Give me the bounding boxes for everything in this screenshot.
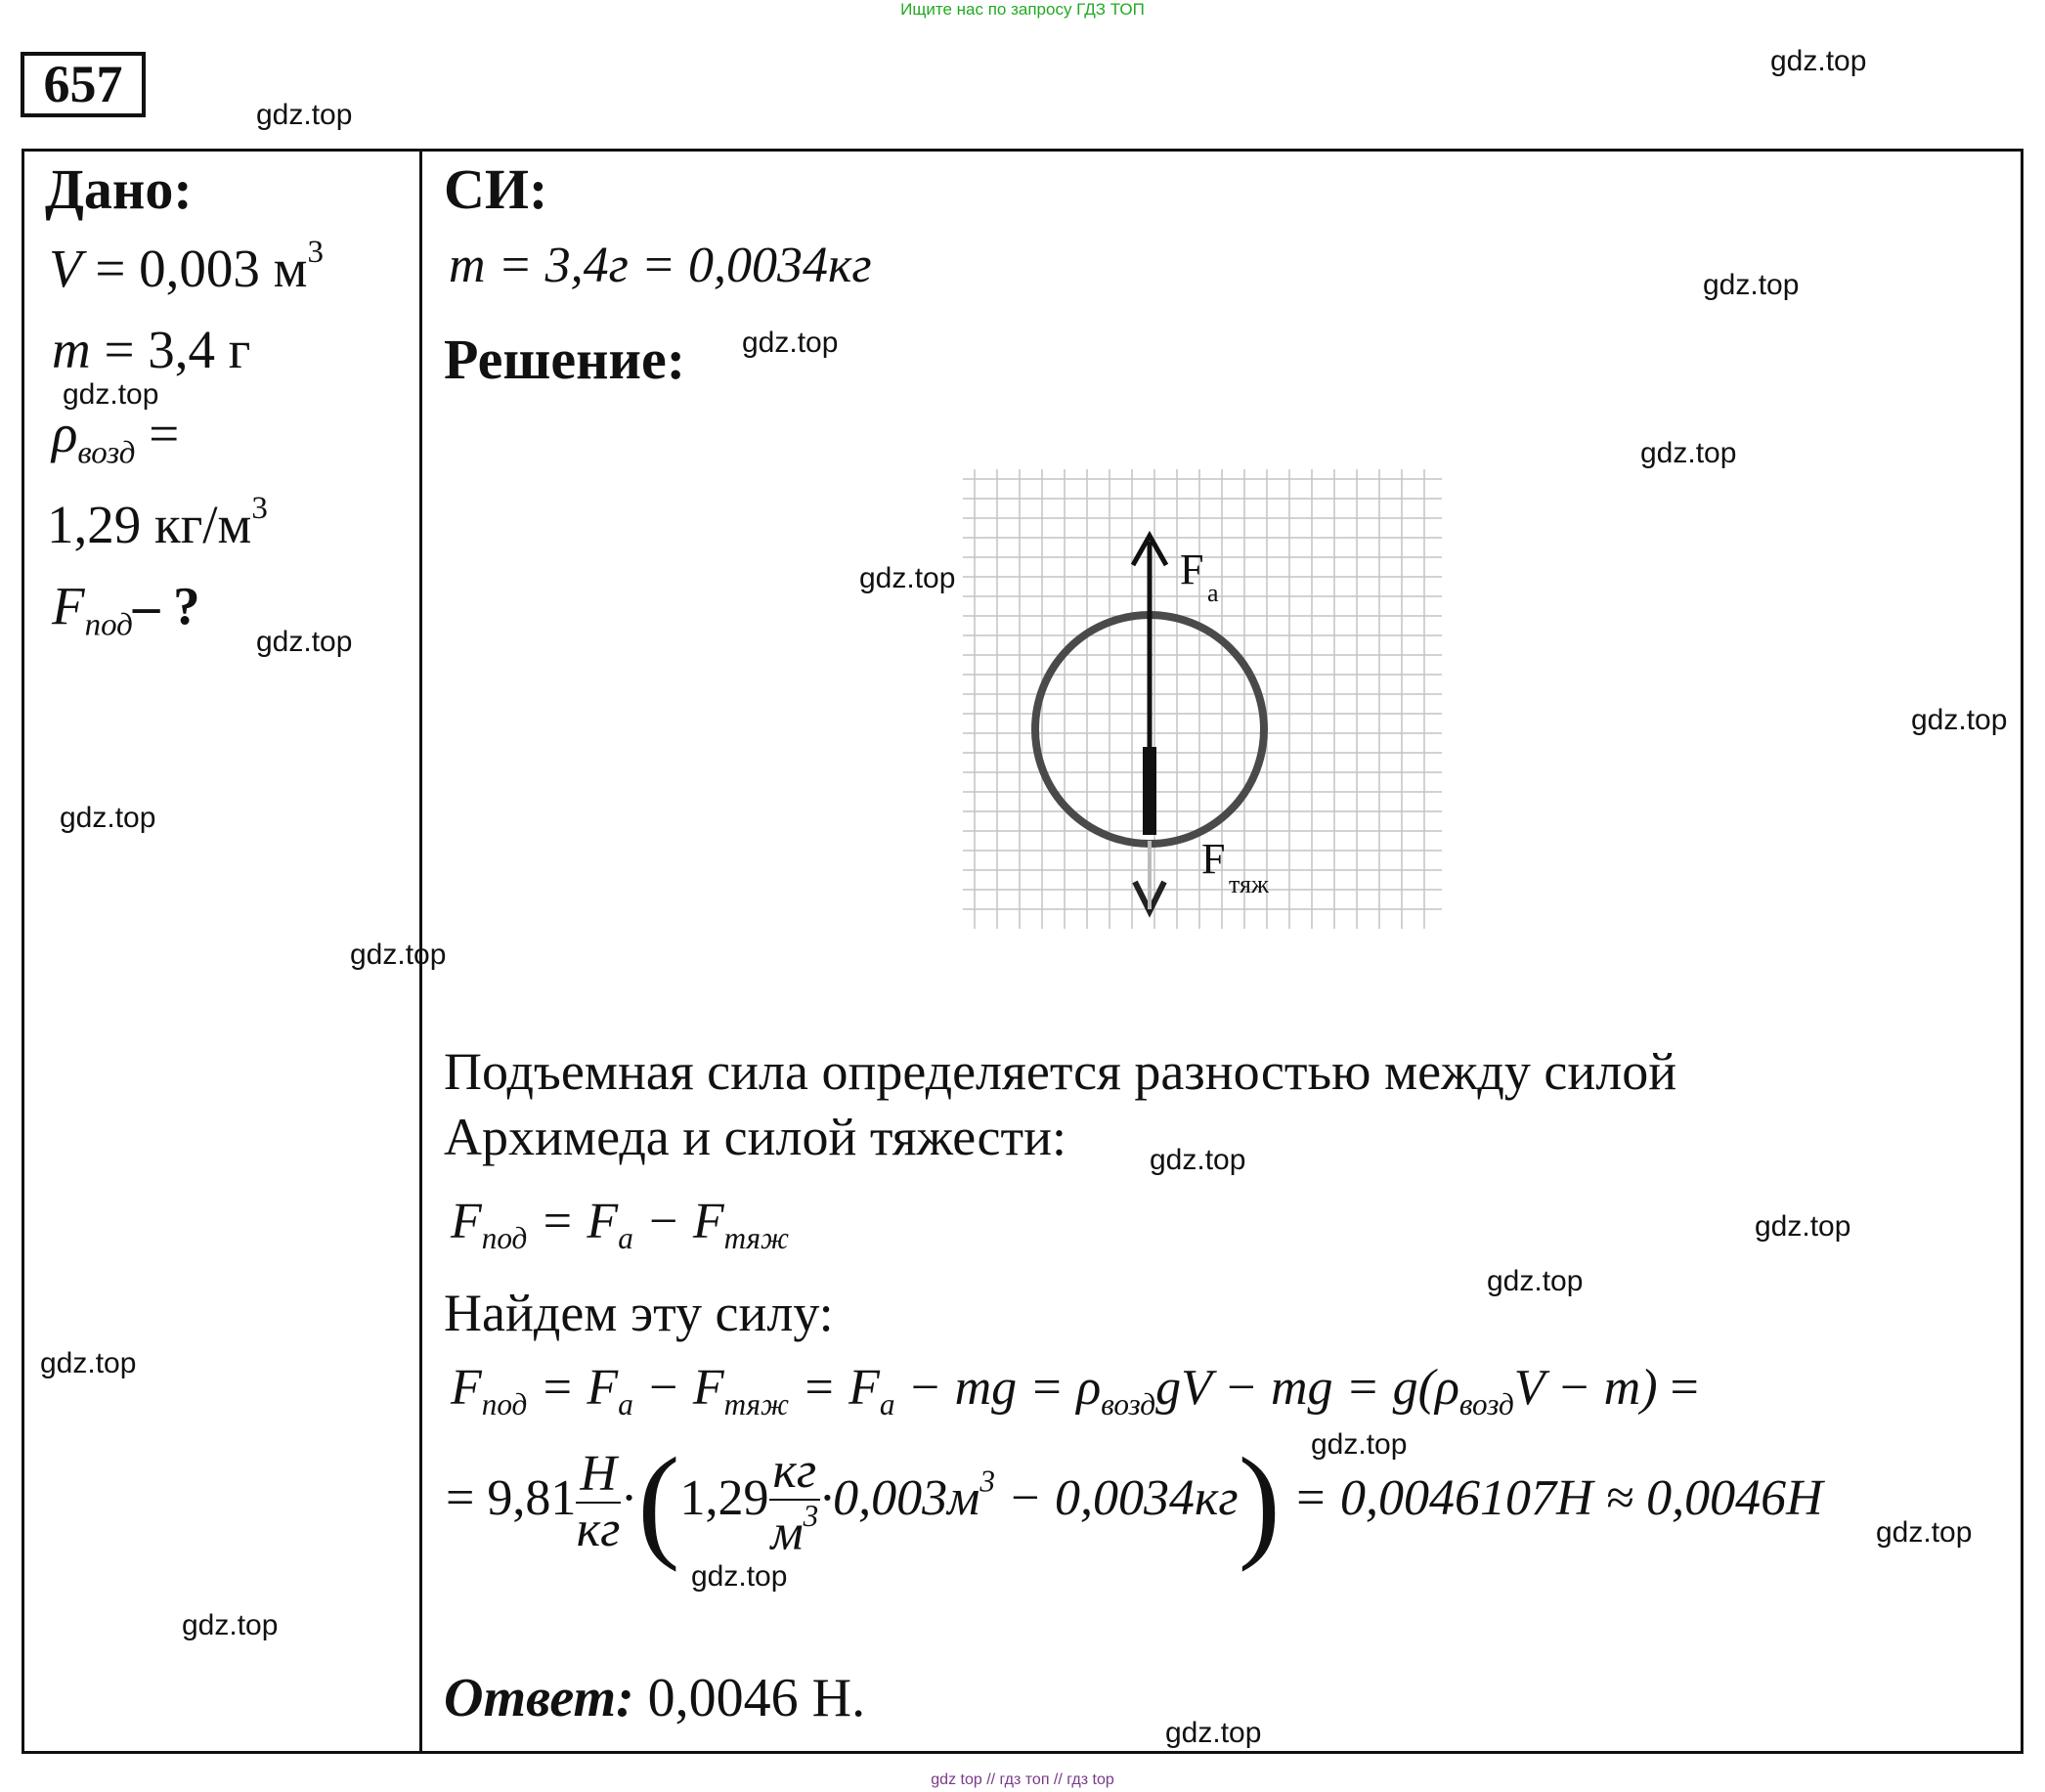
given-volume: V = 0,003 $м^3$ xyxy=(49,235,324,298)
watermark: gdz.top xyxy=(1755,1210,1851,1243)
watermark: gdz.top xyxy=(1311,1428,1408,1461)
answer-label: Ответ: xyxy=(444,1668,634,1728)
watermark: gdz.top xyxy=(256,99,353,131)
solution-header: Решение: xyxy=(444,328,686,391)
given-unknown: $F_{под}-$ ? xyxy=(52,576,200,643)
si-header: СИ: xyxy=(444,157,548,221)
watermark: gdz.top xyxy=(742,327,839,359)
watermark: gdz.top xyxy=(1876,1516,1973,1549)
fraction-n-per-kg: $\frac{Н}{кг}$ xyxy=(576,1446,621,1557)
force-diagram xyxy=(963,469,1442,929)
watermark: gdz.top xyxy=(1703,269,1800,301)
watermark: gdz.top xyxy=(40,1347,137,1379)
search-banner[interactable]: Ищите нас по запросу ГДЗ ТОП xyxy=(900,0,1145,19)
lift-force-derivation: $F_{под} = F_a - F_{тяж} = F_a$ − mg = $\rho_{возд}gV$ − mg = $g(\rho_{возд}V - m)$ = xyxy=(451,1360,1699,1421)
numeric-calculation: = 9,81 $\frac{Н}{кг}$ ·(1,29 $\frac{кг}{м^3}$ $\cdot 0,003м^3 - 0,0034кг) = 0,0046107Н \approx 0,0046Н$ xyxy=(446,1432,1823,1573)
footer-links[interactable]: gdz top // гдз топ // гдз top xyxy=(931,1771,1114,1788)
problem-number: 657 xyxy=(21,52,146,117)
watermark: gdz.top xyxy=(1770,45,1867,77)
gravity-force-sub: тяж xyxy=(1229,870,1269,898)
gravity-force-label: F xyxy=(1201,835,1226,883)
watermark: gdz.top xyxy=(182,1609,279,1641)
lift-force-formula: $F_{под} = F_a - F_{тяж}$ xyxy=(451,1194,790,1255)
watermark: gdz.top xyxy=(1911,704,2008,736)
given-header: Дано: xyxy=(45,157,193,221)
given-air-density-value: 1,29 $кг/м^3$ xyxy=(47,491,268,554)
watermark: gdz.top xyxy=(1150,1144,1246,1176)
archimedes-force-sub: a xyxy=(1207,579,1219,607)
watermark: gdz.top xyxy=(63,378,159,411)
watermark: gdz.top xyxy=(60,802,156,834)
answer-value: 0,0046 Н. xyxy=(633,1668,866,1728)
watermark: gdz.top xyxy=(350,939,447,971)
archimedes-force-label: F xyxy=(1180,546,1204,593)
given-mass: m = 3,4 г xyxy=(52,320,251,379)
answer xyxy=(444,1667,865,1729)
watermark: gdz.top xyxy=(1640,437,1737,469)
find-force-text: Найдем эту силу: xyxy=(444,1284,834,1342)
explanation-line-2: Архимеда и силой тяжести: xyxy=(444,1108,1066,1166)
given-air-density-label: $\rho_{возд}$ = xyxy=(52,404,180,471)
fraction-kg-per-m3: $\frac{кг}{м^3}$ xyxy=(770,1443,819,1561)
explanation-line-1: Подъемная сила определяется разностью между силой xyxy=(444,1042,1677,1101)
watermark: gdz.top xyxy=(1487,1265,1584,1297)
gravity-force-arrow xyxy=(1143,747,1156,835)
si-conversion: m = 3,4г = 0,0034кг xyxy=(449,238,872,293)
watermark: gdz.top xyxy=(859,562,956,594)
watermark: gdz.top xyxy=(1165,1717,1262,1749)
watermark: gdz.top xyxy=(256,626,353,658)
watermark: gdz.top xyxy=(691,1560,788,1593)
